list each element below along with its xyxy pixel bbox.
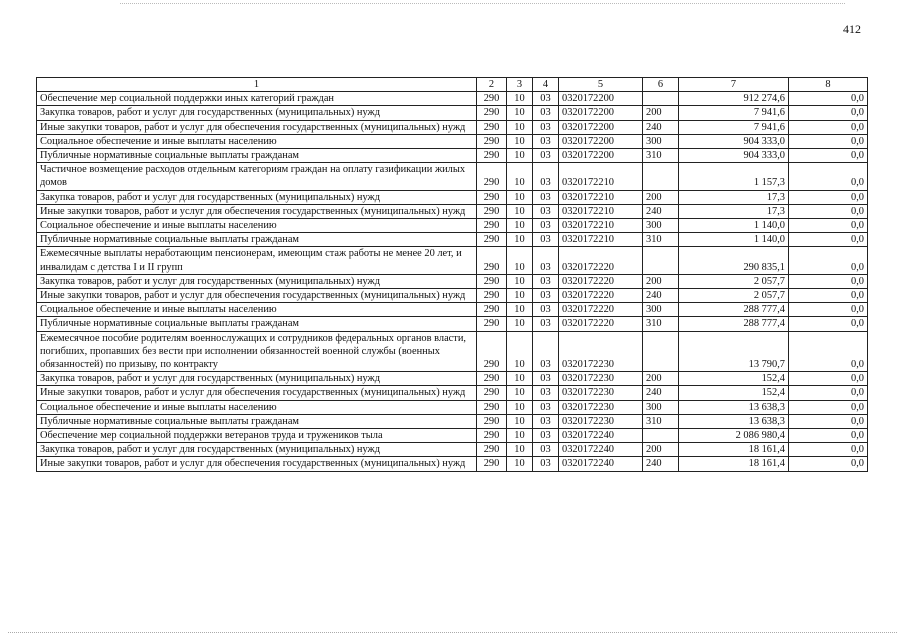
cell-amount-2: 0,0 — [789, 219, 868, 233]
table-row — [37, 443, 868, 457]
column-header-4: 4 — [533, 78, 559, 92]
cell-amount: 13 638,3 — [679, 400, 789, 414]
cell-expense-type: 200 — [643, 443, 679, 457]
cell-amount: 912 274,6 — [679, 92, 789, 106]
cell-amount: 2 057,7 — [679, 274, 789, 288]
cell-section: 10 — [507, 204, 533, 218]
cell-expense-type: 200 — [643, 372, 679, 386]
cell-amount-2: 0,0 — [789, 247, 868, 274]
cell-amount: 904 333,0 — [679, 134, 789, 148]
cell-name: Публичные нормативные социальные выплаты гражданам — [37, 233, 477, 247]
cell-admin-code: 290 — [477, 457, 507, 471]
cell-admin-code: 290 — [477, 274, 507, 288]
column-header-2: 2 — [477, 78, 507, 92]
cell-name: Социальное обеспечение и иные выплаты населению — [37, 134, 477, 148]
cell-target-article: 0320172200 — [559, 149, 643, 163]
cell-amount: 2 086 980,4 — [679, 429, 789, 443]
cell-admin-code: 290 — [477, 134, 507, 148]
cell-amount-2: 0,0 — [789, 134, 868, 148]
cell-expense-type: 310 — [643, 233, 679, 247]
cell-amount: 17,3 — [679, 204, 789, 218]
cell-section: 10 — [507, 247, 533, 274]
cell-section: 10 — [507, 106, 533, 120]
cell-amount-2: 0,0 — [789, 443, 868, 457]
cell-section: 10 — [507, 120, 533, 134]
cell-subsection: 03 — [533, 429, 559, 443]
cell-subsection: 03 — [533, 163, 559, 190]
cell-amount-2: 0,0 — [789, 331, 868, 372]
cell-amount-2: 0,0 — [789, 190, 868, 204]
cell-target-article: 0320172210 — [559, 233, 643, 247]
cell-expense-type — [643, 429, 679, 443]
scan-artifact-top — [120, 3, 845, 5]
cell-amount-2: 0,0 — [789, 204, 868, 218]
cell-amount: 290 835,1 — [679, 247, 789, 274]
cell-section: 10 — [507, 219, 533, 233]
cell-expense-type — [643, 163, 679, 190]
table-row — [37, 274, 868, 288]
cell-amount-2: 0,0 — [789, 289, 868, 303]
cell-amount: 1 157,3 — [679, 163, 789, 190]
cell-name: Иные закупки товаров, работ и услуг для обеспечения государственных (муниципальных) нужд — [37, 386, 477, 400]
cell-admin-code: 290 — [477, 233, 507, 247]
cell-subsection: 03 — [533, 317, 559, 331]
cell-amount-2: 0,0 — [789, 92, 868, 106]
column-header-5: 5 — [559, 78, 643, 92]
table-row — [37, 289, 868, 303]
cell-target-article: 0320172210 — [559, 204, 643, 218]
cell-subsection: 03 — [533, 443, 559, 457]
cell-expense-type — [643, 92, 679, 106]
cell-section: 10 — [507, 233, 533, 247]
cell-name: Ежемесячное пособие родителям военнослужащих и сотрудников федеральных органов власти, погибших, пропавших без вести при исполнении обязанностей военной службы (военных обязанностей) по призыву, по контракту — [37, 331, 477, 372]
cell-amount-2: 0,0 — [789, 457, 868, 471]
table-row — [37, 414, 868, 428]
cell-name: Иные закупки товаров, работ и услуг для обеспечения государственных (муниципальных) нужд — [37, 457, 477, 471]
cell-expense-type: 300 — [643, 400, 679, 414]
cell-target-article: 0320172220 — [559, 289, 643, 303]
cell-section: 10 — [507, 400, 533, 414]
cell-target-article: 0320172230 — [559, 372, 643, 386]
cell-expense-type: 240 — [643, 204, 679, 218]
cell-name: Иные закупки товаров, работ и услуг для обеспечения государственных (муниципальных) нужд — [37, 204, 477, 218]
cell-amount-2: 0,0 — [789, 303, 868, 317]
cell-name: Публичные нормативные социальные выплаты гражданам — [37, 414, 477, 428]
cell-admin-code: 290 — [477, 386, 507, 400]
cell-expense-type: 310 — [643, 317, 679, 331]
cell-expense-type: 200 — [643, 190, 679, 204]
cell-target-article: 0320172210 — [559, 190, 643, 204]
cell-amount-2: 0,0 — [789, 372, 868, 386]
cell-subsection: 03 — [533, 120, 559, 134]
scan-artifact-bottom — [8, 632, 897, 634]
cell-amount: 152,4 — [679, 386, 789, 400]
table-row — [37, 247, 868, 274]
column-header-1: 1 — [37, 78, 477, 92]
cell-expense-type: 200 — [643, 274, 679, 288]
cell-amount-2: 0,0 — [789, 274, 868, 288]
cell-expense-type: 310 — [643, 414, 679, 428]
cell-name: Публичные нормативные социальные выплаты гражданам — [37, 149, 477, 163]
cell-subsection: 03 — [533, 219, 559, 233]
cell-subsection: 03 — [533, 414, 559, 428]
cell-amount: 288 777,4 — [679, 317, 789, 331]
cell-target-article: 0320172220 — [559, 317, 643, 331]
cell-name: Социальное обеспечение и иные выплаты населению — [37, 400, 477, 414]
table-body — [37, 92, 868, 471]
cell-admin-code: 290 — [477, 92, 507, 106]
cell-amount-2: 0,0 — [789, 414, 868, 428]
table-row — [37, 303, 868, 317]
table-header-row — [37, 78, 868, 92]
cell-amount-2: 0,0 — [789, 163, 868, 190]
column-header-3: 3 — [507, 78, 533, 92]
cell-expense-type: 240 — [643, 457, 679, 471]
cell-admin-code: 290 — [477, 289, 507, 303]
column-header-7: 7 — [679, 78, 789, 92]
cell-subsection: 03 — [533, 331, 559, 372]
cell-admin-code: 290 — [477, 190, 507, 204]
cell-subsection: 03 — [533, 303, 559, 317]
cell-amount: 18 161,4 — [679, 457, 789, 471]
cell-amount-2: 0,0 — [789, 106, 868, 120]
cell-target-article: 0320172240 — [559, 457, 643, 471]
cell-section: 10 — [507, 274, 533, 288]
cell-subsection: 03 — [533, 204, 559, 218]
cell-subsection: 03 — [533, 233, 559, 247]
cell-target-article: 0320172220 — [559, 274, 643, 288]
cell-subsection: 03 — [533, 92, 559, 106]
cell-section: 10 — [507, 457, 533, 471]
cell-name: Закупка товаров, работ и услуг для государственных (муниципальных) нужд — [37, 274, 477, 288]
table-row — [37, 219, 868, 233]
cell-target-article: 0320172200 — [559, 106, 643, 120]
cell-subsection: 03 — [533, 274, 559, 288]
cell-target-article: 0320172230 — [559, 414, 643, 428]
page-number: 412 — [843, 22, 861, 36]
cell-expense-type — [643, 331, 679, 372]
cell-admin-code: 290 — [477, 120, 507, 134]
cell-expense-type: 240 — [643, 386, 679, 400]
cell-section: 10 — [507, 331, 533, 372]
cell-subsection: 03 — [533, 247, 559, 274]
table-row — [37, 204, 868, 218]
cell-subsection: 03 — [533, 372, 559, 386]
table-row — [37, 372, 868, 386]
cell-target-article: 0320172240 — [559, 443, 643, 457]
cell-admin-code: 290 — [477, 163, 507, 190]
cell-section: 10 — [507, 443, 533, 457]
table-row — [37, 92, 868, 106]
cell-amount: 2 057,7 — [679, 289, 789, 303]
cell-amount: 1 140,0 — [679, 219, 789, 233]
cell-amount: 1 140,0 — [679, 233, 789, 247]
cell-amount-2: 0,0 — [789, 233, 868, 247]
cell-amount-2: 0,0 — [789, 386, 868, 400]
cell-amount-2: 0,0 — [789, 120, 868, 134]
table-row — [37, 149, 868, 163]
cell-admin-code: 290 — [477, 204, 507, 218]
cell-admin-code: 290 — [477, 414, 507, 428]
cell-amount: 904 333,0 — [679, 149, 789, 163]
cell-name: Иные закупки товаров, работ и услуг для обеспечения государственных (муниципальных) нужд — [37, 120, 477, 134]
cell-name: Социальное обеспечение и иные выплаты населению — [37, 219, 477, 233]
cell-section: 10 — [507, 92, 533, 106]
table-row — [37, 457, 868, 471]
cell-admin-code: 290 — [477, 303, 507, 317]
cell-target-article: 0320172200 — [559, 134, 643, 148]
cell-admin-code: 290 — [477, 443, 507, 457]
cell-name: Публичные нормативные социальные выплаты гражданам — [37, 317, 477, 331]
cell-section: 10 — [507, 134, 533, 148]
cell-expense-type: 240 — [643, 289, 679, 303]
cell-target-article: 0320172220 — [559, 303, 643, 317]
table-row — [37, 163, 868, 190]
cell-amount: 7 941,6 — [679, 106, 789, 120]
cell-expense-type: 310 — [643, 149, 679, 163]
cell-subsection: 03 — [533, 289, 559, 303]
cell-subsection: 03 — [533, 106, 559, 120]
cell-target-article: 0320172230 — [559, 386, 643, 400]
cell-amount: 152,4 — [679, 372, 789, 386]
cell-subsection: 03 — [533, 386, 559, 400]
table-row — [37, 106, 868, 120]
column-header-6: 6 — [643, 78, 679, 92]
cell-expense-type: 200 — [643, 106, 679, 120]
cell-amount: 18 161,4 — [679, 443, 789, 457]
cell-admin-code: 290 — [477, 247, 507, 274]
cell-section: 10 — [507, 386, 533, 400]
table-row — [37, 120, 868, 134]
table-row — [37, 429, 868, 443]
cell-target-article: 0320172230 — [559, 331, 643, 372]
cell-section: 10 — [507, 190, 533, 204]
cell-name: Социальное обеспечение и иные выплаты населению — [37, 303, 477, 317]
cell-admin-code: 290 — [477, 372, 507, 386]
cell-section: 10 — [507, 149, 533, 163]
cell-target-article: 0320172210 — [559, 219, 643, 233]
cell-expense-type — [643, 247, 679, 274]
table-row — [37, 317, 868, 331]
cell-section: 10 — [507, 429, 533, 443]
table-row — [37, 134, 868, 148]
cell-amount: 288 777,4 — [679, 303, 789, 317]
cell-name: Закупка товаров, работ и услуг для государственных (муниципальных) нужд — [37, 372, 477, 386]
cell-expense-type: 240 — [643, 120, 679, 134]
table-row — [37, 386, 868, 400]
cell-name: Ежемесячные выплаты неработающим пенсионерам, имеющим стаж работы не менее 20 лет, и инвалидам с детства I и II групп — [37, 247, 477, 274]
cell-section: 10 — [507, 414, 533, 428]
cell-target-article: 0320172240 — [559, 429, 643, 443]
cell-subsection: 03 — [533, 457, 559, 471]
cell-target-article: 0320172200 — [559, 92, 643, 106]
cell-amount-2: 0,0 — [789, 400, 868, 414]
cell-subsection: 03 — [533, 400, 559, 414]
cell-target-article: 0320172210 — [559, 163, 643, 190]
cell-amount: 13 790,7 — [679, 331, 789, 372]
column-header-8: 8 — [789, 78, 868, 92]
cell-target-article: 0320172220 — [559, 247, 643, 274]
cell-subsection: 03 — [533, 134, 559, 148]
cell-section: 10 — [507, 289, 533, 303]
cell-name: Закупка товаров, работ и услуг для государственных (муниципальных) нужд — [37, 190, 477, 204]
cell-amount-2: 0,0 — [789, 317, 868, 331]
cell-subsection: 03 — [533, 190, 559, 204]
cell-admin-code: 290 — [477, 106, 507, 120]
cell-amount-2: 0,0 — [789, 149, 868, 163]
table-row — [37, 233, 868, 247]
cell-amount-2: 0,0 — [789, 429, 868, 443]
cell-name: Иные закупки товаров, работ и услуг для обеспечения государственных (муниципальных) нужд — [37, 289, 477, 303]
cell-target-article: 0320172230 — [559, 400, 643, 414]
cell-section: 10 — [507, 303, 533, 317]
cell-amount: 13 638,3 — [679, 414, 789, 428]
cell-amount: 17,3 — [679, 190, 789, 204]
cell-admin-code: 290 — [477, 149, 507, 163]
cell-expense-type: 300 — [643, 134, 679, 148]
cell-name: Обеспечение мер социальной поддержки иных категорий граждан — [37, 92, 477, 106]
cell-expense-type: 300 — [643, 219, 679, 233]
cell-admin-code: 290 — [477, 400, 507, 414]
cell-amount: 7 941,6 — [679, 120, 789, 134]
table-row — [37, 400, 868, 414]
cell-admin-code: 290 — [477, 429, 507, 443]
table-row — [37, 331, 868, 372]
cell-target-article: 0320172200 — [559, 120, 643, 134]
budget-table — [36, 77, 868, 472]
cell-subsection: 03 — [533, 149, 559, 163]
table-row — [37, 190, 868, 204]
cell-name: Обеспечение мер социальной поддержки ветеранов труда и тружеников тыла — [37, 429, 477, 443]
cell-name: Частичное возмещение расходов отдельным категориям граждан на оплату газификации жилых домов — [37, 163, 477, 190]
cell-admin-code: 290 — [477, 219, 507, 233]
cell-section: 10 — [507, 372, 533, 386]
cell-expense-type: 300 — [643, 303, 679, 317]
cell-section: 10 — [507, 317, 533, 331]
cell-admin-code: 290 — [477, 331, 507, 372]
cell-section: 10 — [507, 163, 533, 190]
cell-name: Закупка товаров, работ и услуг для государственных (муниципальных) нужд — [37, 106, 477, 120]
cell-admin-code: 290 — [477, 317, 507, 331]
cell-name: Закупка товаров, работ и услуг для государственных (муниципальных) нужд — [37, 443, 477, 457]
